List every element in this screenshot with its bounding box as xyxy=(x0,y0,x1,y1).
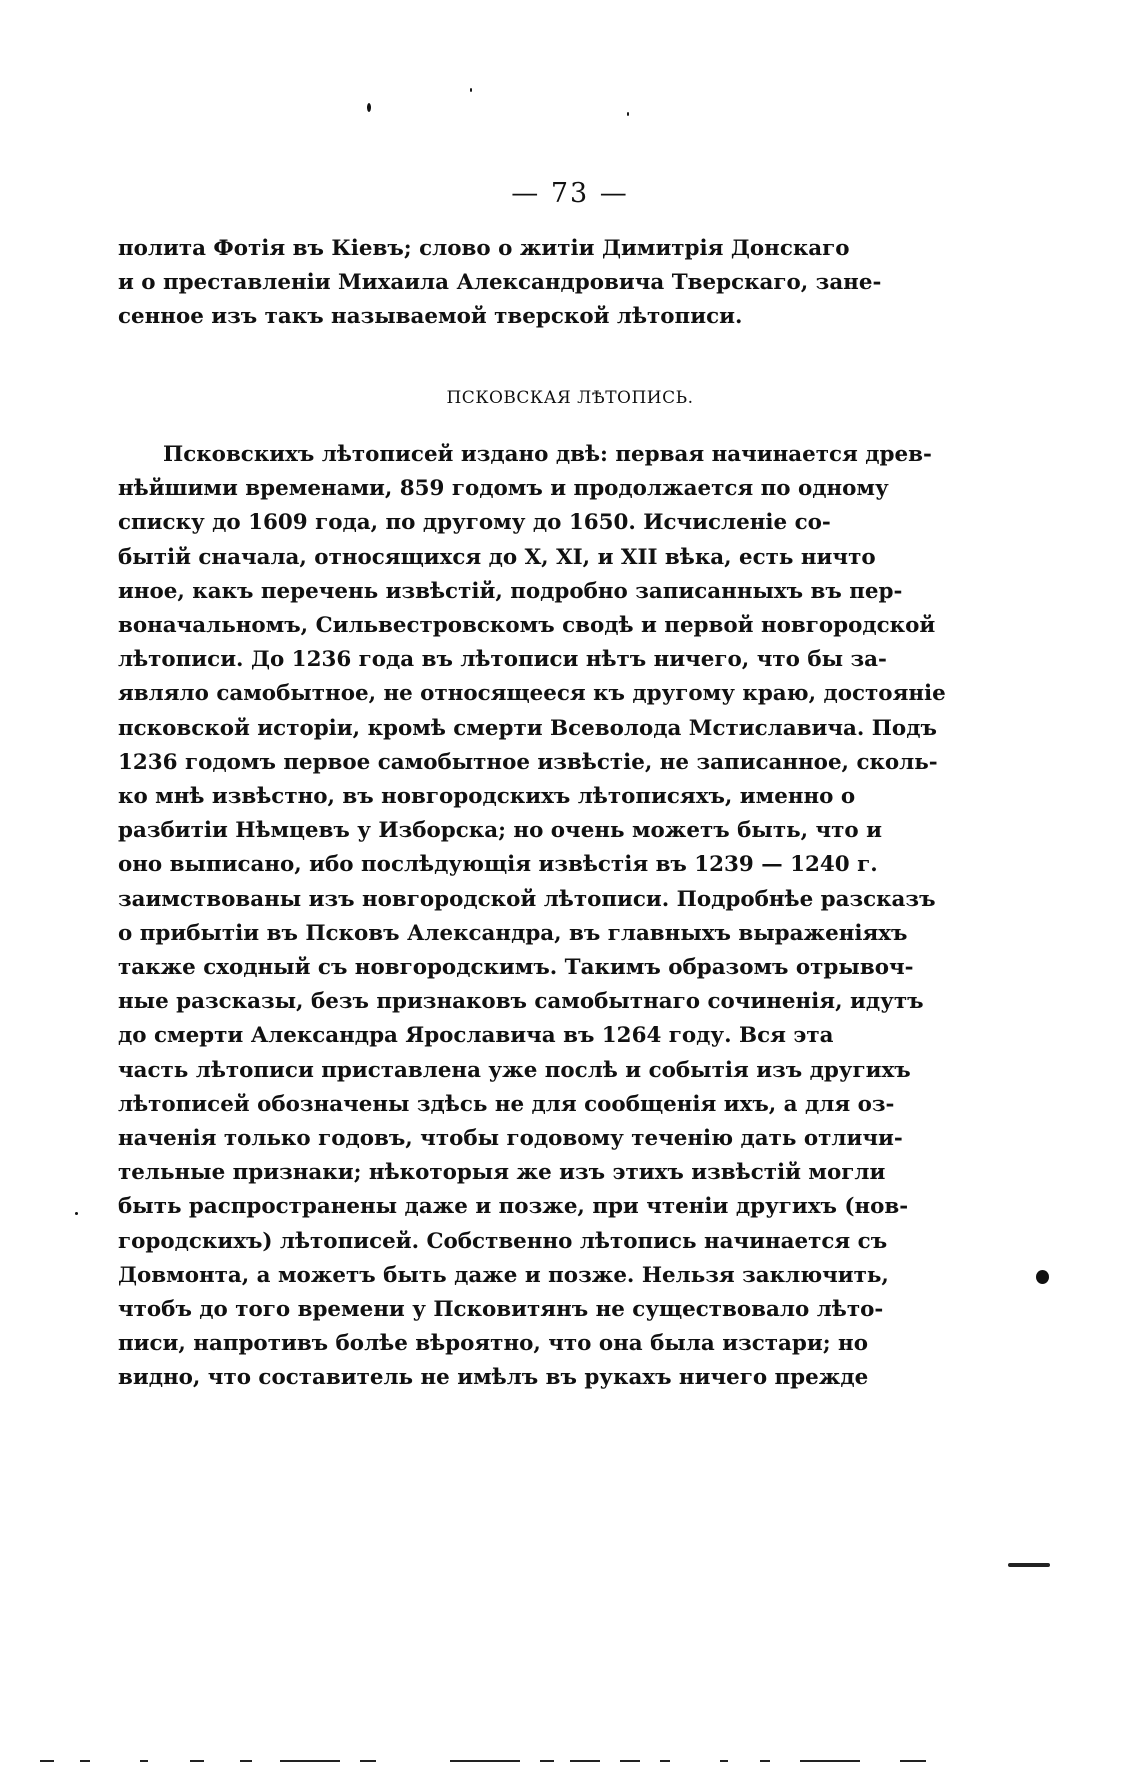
scan-edge-noise xyxy=(40,1754,990,1768)
text-line: и о преставленіи Михаила Александровича Тверскаго, зане- xyxy=(118,270,882,296)
text-line: списку до 1609 года, по другому до 1650. Исчисленіе со- xyxy=(118,510,831,536)
text-line: писи, напротивъ болѣе вѣроятно, что она была изстари; но xyxy=(118,1331,868,1357)
text-line: заимствованы изъ новгородской лѣтописи. Подробнѣе разсказъ xyxy=(118,886,936,912)
text-line: полита Фотія въ Кіевъ; слово о житіи Димитрія Донскаго xyxy=(118,236,850,261)
text-line: Псковскихъ лѣтописей издано двѣ: первая начинается древ- xyxy=(163,442,932,467)
text-line: Довмонта, а можетъ быть даже и позже. Нельзя заключить, xyxy=(118,1262,889,1288)
text-line: тельные признаки; нѣкоторыя же изъ этихъ извѣстій могли xyxy=(118,1160,886,1186)
text-line: псковской исторіи, кромѣ смерти Всеволода Мстиславича. Подъ xyxy=(118,715,937,741)
text-line: часть лѣтописи приставлена уже послѣ и событія изъ другихъ xyxy=(118,1057,911,1083)
text-line: оно выписано, ибо послѣдующія извѣстія въ 1239 — 1240 г. xyxy=(118,852,878,878)
text-line: до смерти Александра Ярославича въ 1264 году. Вся эта xyxy=(118,1023,834,1049)
text-line: быть распространены даже и позже, при чтеніи другихъ (нов- xyxy=(118,1194,909,1220)
page-number: — 73 — xyxy=(511,178,629,209)
scan-speck xyxy=(75,1212,78,1215)
text-line: городскихъ) лѣтописей. Собственно лѣтопись начинается съ xyxy=(118,1228,888,1254)
text-line: нѣйшими временами, 859 годомъ и продолжается по одному xyxy=(118,476,889,502)
scan-speck xyxy=(627,112,629,116)
text-line: разбитіи Нѣмцевъ у Изборска; но очень можетъ быть, что и xyxy=(118,818,882,844)
scan-speck xyxy=(470,88,472,92)
text-line: лѣтописи. До 1236 года въ лѣтописи нѣтъ ничего, что бы за- xyxy=(118,647,887,673)
scan-speck xyxy=(1036,1270,1049,1284)
intro-paragraph xyxy=(118,232,882,335)
scan-mark xyxy=(1008,1563,1050,1567)
text-line: ные разсказы, безъ признаковъ самобытнаго сочиненія, идутъ xyxy=(118,989,924,1015)
text-line: лѣтописей обозначены здѣсь не для сообщенія ихъ, а для оз- xyxy=(118,1091,895,1117)
main-paragraph xyxy=(118,438,946,1396)
text-line: наченія только годовъ, чтобы годовому теченію дать отличи- xyxy=(118,1126,903,1152)
text-line: являло самобытное, не относящееся къ другому краю, достояніе xyxy=(118,681,946,707)
text-line: сенное изъ такъ называемой тверской лѣтописи. xyxy=(118,304,743,330)
scan-speck xyxy=(367,103,371,112)
text-line: бытій сначала, относящихся до X, XI, и XII вѣка, есть ничто xyxy=(118,544,876,570)
section-heading: ПСКОВСКАЯ ЛѢТОПИСЬ. xyxy=(446,388,694,408)
text-line: чтобъ до того времени у Псковитянъ не существовало лѣто- xyxy=(118,1297,884,1323)
text-line: видно, что составитель не имѣлъ въ рукахъ ничего прежде xyxy=(118,1365,869,1391)
text-line: 1236 годомъ первое самобытное извѣстіе, не записанное, сколь- xyxy=(118,749,938,775)
text-line: воначальномъ, Сильвестровскомъ сводѣ и первой новгородской xyxy=(118,613,936,639)
text-line: иное, какъ перечень извѣстій, подробно записанныхъ въ пер- xyxy=(118,578,903,604)
text-line: ко мнѣ извѣстно, въ новгородскихъ лѣтописяхъ, именно о xyxy=(118,784,856,810)
text-line: также сходный съ новгородскимъ. Такимъ образомъ отрывоч- xyxy=(118,955,914,981)
text-line: о прибытіи въ Псковъ Александра, въ главныхъ выраженіяхъ xyxy=(118,920,908,946)
